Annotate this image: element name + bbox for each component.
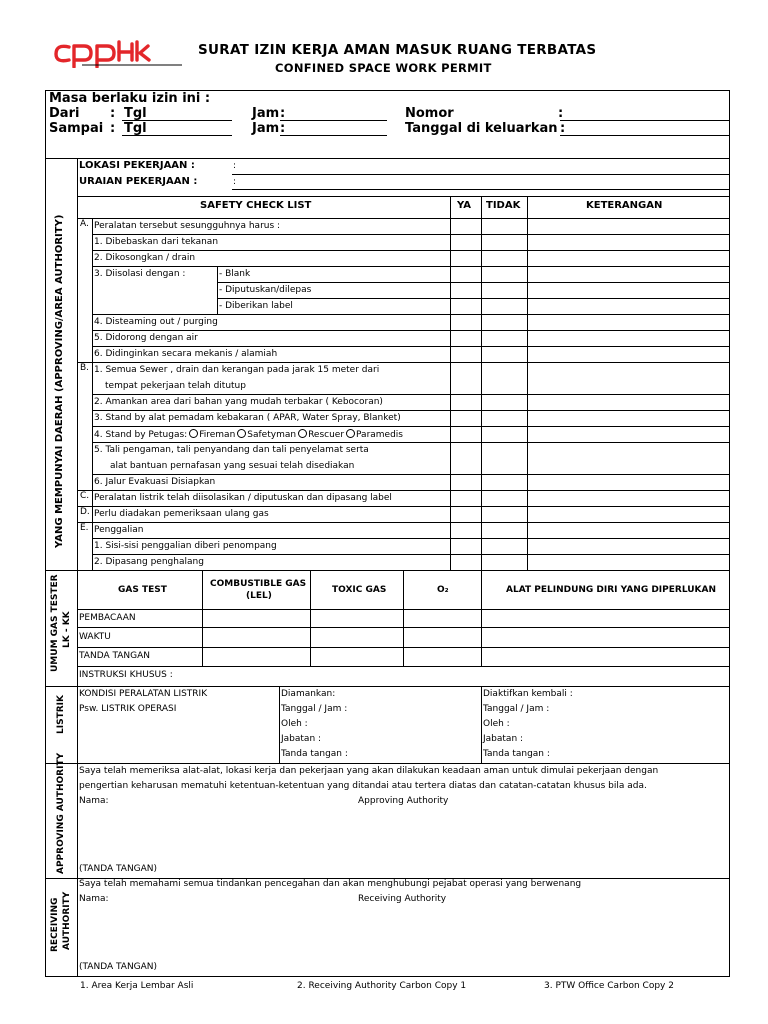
approving-ttd: (TANDA TANGAN) <box>79 864 158 874</box>
receiving-side-label: RECEIVING <box>50 897 60 952</box>
checklist-item: 1. Semua Sewer , drain dan kerangan pada jarak 15 meter dari <box>94 365 380 375</box>
sampai-jam-field[interactable] <box>280 135 387 136</box>
listrik-side-label: LISTRIK <box>56 695 66 734</box>
pembacaan-label: PEMBACAAN <box>79 613 136 623</box>
checklist-item: 1. Dibebaskan dari tekanan <box>94 237 219 247</box>
checklist-title: SAFETY CHECK LIST <box>200 200 312 211</box>
section-e: E. <box>80 523 89 533</box>
section-d: D. <box>80 507 90 517</box>
form-title: SURAT IZIN KERJA AMAN MASUK RUANG TERBATAS <box>198 42 597 58</box>
nomor-colon: : <box>558 106 564 121</box>
checklist-item: Penggalian <box>94 525 144 535</box>
checklist-item: tempat pekerjaan telah ditutup <box>105 381 246 391</box>
checklist-item: 3. Diisolasi dengan : <box>94 269 186 279</box>
checklist-item: - Diberikan label <box>219 301 293 311</box>
combustible-header: COMBUSTIBLE GAS <box>210 579 307 589</box>
uraian-colon: : <box>233 177 237 187</box>
approving-statement-1: Saya telah memeriksa alat-alat, lokasi kerja dan pekerjaan yang akan dilakukan keadaan aman untuk dimulai pekerjaan dengan <box>79 766 659 776</box>
approving-side-label: APPROVING AUTHORITY <box>56 752 66 874</box>
checklist-item: 5. Didorong dengan air <box>94 333 198 343</box>
tanggal-keluar-colon: : <box>560 121 566 136</box>
dari-colon: : <box>110 106 116 121</box>
gas-tester-side-label: UMUM GAS TESTER <box>50 574 60 672</box>
footer-copy-1: 1. Area Kerja Lembar Asli <box>80 981 194 991</box>
checklist-item: 2. Dikosongkan / drain <box>94 253 196 263</box>
instruksi-label: INSTRUKSI KHUSUS : <box>79 670 173 680</box>
sampai-tgl-label: Tgl <box>124 121 147 136</box>
uraian-label: URAIAN PEKERJAAN : <box>79 176 198 187</box>
sampai-label: Sampai <box>49 121 104 136</box>
uraian-field[interactable] <box>232 189 730 190</box>
dari-jam-field[interactable] <box>280 120 387 121</box>
section-b: B. <box>80 363 90 373</box>
sampai-jam-label: Jam <box>252 121 280 136</box>
checklist-item: Perlu diadakan pemeriksaan ulang gas <box>94 509 269 519</box>
validity-label: Masa berlaku izin ini : <box>49 91 211 106</box>
tanggal-keluar-field[interactable] <box>560 135 730 136</box>
cppkh-logo <box>52 38 182 68</box>
checklist-item: 5. Tali pengaman, tali penyandang dan tali penyelamat serta <box>94 445 369 455</box>
jabatan-label: Jabatan : <box>483 734 524 744</box>
gas-test-header: GAS TEST <box>118 585 167 595</box>
section-c: C. <box>80 491 90 501</box>
nomor-field[interactable] <box>560 120 730 121</box>
dari-label: Dari <box>49 106 80 121</box>
lokasi-colon: : <box>233 161 237 171</box>
receiving-side-label-2: AUTHORITY <box>62 891 72 950</box>
apd-header: ALAT PELINDUNG DIRI YANG DIPERLUKAN <box>506 585 717 595</box>
jabatan-label: Jabatan : <box>281 734 322 744</box>
oleh-label: Oleh : <box>483 719 510 729</box>
lokasi-field[interactable] <box>232 174 730 175</box>
receiving-statement: Saya telah memahami semua tindankan pencegahan dan akan menghubungi pejabat operasi yang berwenang <box>79 879 582 889</box>
checklist-item: Peralatan listrik telah diisolasikan / diputuskan dan dipasang label <box>94 493 392 503</box>
footer-copy-3: 3. PTW Office Carbon Copy 2 <box>544 981 674 991</box>
kondisi-label: KONDISI PERALATAN LISTRIK <box>79 689 208 699</box>
checklist-item: alat bantuan pernafasan yang sesuai telah disediakan <box>110 461 355 471</box>
gas-tester-side-label-2: LK - KK <box>62 611 72 648</box>
checklist-item: 2. Dipasang penghalang <box>94 557 204 567</box>
checklist-item: 6. Didinginkan secara mekanis / alamiah <box>94 349 278 359</box>
keterangan-header: KETERANGAN <box>586 200 663 211</box>
dari-jam-colon: : <box>280 106 286 121</box>
diaktifkan-label: Diaktifkan kembali : <box>483 689 573 699</box>
paramedis-radio[interactable] <box>346 429 355 438</box>
waktu-label: WAKTU <box>79 632 111 642</box>
checklist-item: 4. Stand by Petugas: Fireman Safetyman Rescuer Paramedis <box>94 430 403 440</box>
nomor-label: Nomor <box>405 106 454 121</box>
checklist-item: Peralatan tersebut sesungguhnya harus : <box>94 221 281 231</box>
ya-header: YA <box>457 200 472 211</box>
receiving-role: Receiving Authority <box>358 894 447 904</box>
tanggal-jam-label: Tanggal / Jam : <box>281 704 348 714</box>
approving-role: Approving Authority <box>358 796 449 806</box>
dari-tgl-label: Tgl <box>124 106 147 121</box>
tidak-header: TIDAK <box>486 200 521 211</box>
diamankan-label: Diamankan: <box>281 689 336 699</box>
oleh-label: Oleh : <box>281 719 308 729</box>
checklist-item: 1. Sisi-sisi penggalian diberi penompang <box>94 541 277 551</box>
tanggal-jam-label: Tanggal / Jam : <box>483 704 550 714</box>
area-authority-side-label: YANG MEMPUNYAI DAERAH (APPROVING/AREA AUTHORITY) <box>54 214 65 548</box>
combustible-lel: (LEL) <box>246 591 272 601</box>
o2-header: O₂ <box>437 585 449 595</box>
checklist-item: 6. Jalur Evakuasi Disiapkan <box>94 477 216 487</box>
tanda-tangan-label: Tanda tangan : <box>483 749 550 759</box>
rescuer-radio[interactable] <box>298 429 307 438</box>
checklist-item: 4. Disteaming out / purging <box>94 317 218 327</box>
tanda-tangan-label: TANDA TANGAN <box>79 651 151 661</box>
section-a: A. <box>80 219 89 229</box>
psw-label: Psw. LISTRIK OPERASI <box>79 704 177 714</box>
checklist-item: - Blank <box>219 269 251 279</box>
tanda-tangan-label: Tanda tangan : <box>281 749 348 759</box>
toxic-header: TOXIC GAS <box>332 585 387 595</box>
receiving-nama-label: Nama: <box>79 894 109 904</box>
safetyman-radio[interactable] <box>237 429 246 438</box>
tanggal-keluar-label: Tanggal di keluarkan <box>405 121 558 136</box>
sampai-jam-colon: : <box>280 121 286 136</box>
footer-copy-2: 2. Receiving Authority Carbon Copy 1 <box>297 981 467 991</box>
form-subtitle: CONFINED SPACE WORK PERMIT <box>275 61 492 75</box>
sampai-colon: : <box>110 121 116 136</box>
fireman-radio[interactable] <box>189 429 198 438</box>
checklist-item: 2. Amankan area dari bahan yang mudah terbakar ( Kebocoran) <box>94 397 383 407</box>
receiving-ttd: (TANDA TANGAN) <box>79 962 158 972</box>
approving-nama-label: Nama: <box>79 796 109 806</box>
checklist-item: - Diputuskan/dilepas <box>219 285 312 295</box>
checklist-item: 3. Stand by alat pemadam kebakaran ( APAR, Water Spray, Blanket) <box>94 413 401 423</box>
dari-jam-label: Jam <box>252 106 280 121</box>
approving-statement-2: pengertian keharusan mematuhi ketentuan-ketentuan yang ditandai atau tertera diatas dan catatan-catatan khusus bila ada. <box>79 781 647 791</box>
sampai-tgl-field[interactable] <box>122 135 232 136</box>
lokasi-label: LOKASI PEKERJAAN : <box>79 160 195 171</box>
